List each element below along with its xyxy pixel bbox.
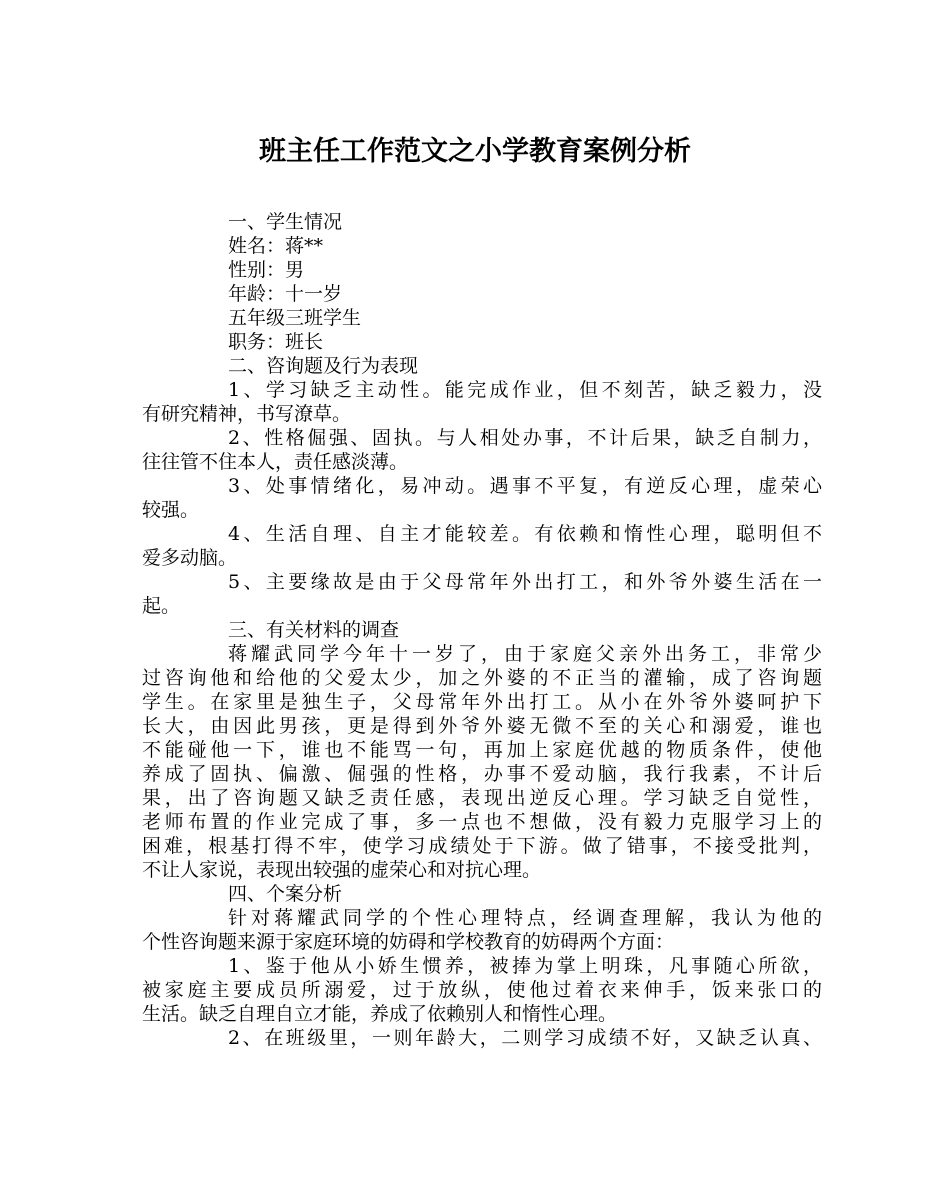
text-line: 性别：男 — [228, 259, 305, 281]
text-line: 较强。 — [142, 499, 200, 521]
text-line: 二、咨询题及行为表现 — [228, 355, 419, 377]
text-line: 个性咨询题来源于家庭环境的妨碍和学校教育的妨碍两个方面： — [142, 931, 675, 953]
text-line: 5、主要缘故是由于父母常年外出打工，和外爷外婆生活在一 — [228, 571, 822, 593]
text-line: 针对蒋耀武同学的个性心理特点，经调查理解，我认为他的 — [228, 907, 822, 929]
text-line: 一、学生情况 — [228, 211, 343, 233]
text-line: 过咨询他和给他的父爱太少，加之外婆的不正当的灌输，成了咨询题 — [142, 667, 822, 689]
text-line: 生活。缺乏自理自立才能，养成了依赖别人和惰性心理。 — [142, 1003, 618, 1025]
text-line: 不能碰他一下，谁也不能骂一句，再加上家庭优越的物质条件，使他 — [142, 739, 822, 761]
text-line: 被家庭主要成员所溺爱，过于放纵，使他过着衣来伸手，饭来张口的 — [142, 979, 822, 1001]
document-title: 班主任工作范文之小学教育案例分析 — [259, 136, 691, 167]
text-line: 五年级三班学生 — [228, 307, 362, 329]
text-line: 有研究精神，书写潦草。 — [142, 403, 352, 425]
text-line: 老师布置的作业完成了事，多一点也不想做，没有毅力克服学习上的 — [142, 811, 822, 833]
text-line: 果，出了咨询题又缺乏责任感，表现出逆反心理。学习缺乏自觉性， — [142, 787, 822, 809]
text-line: 养成了固执、偏激、倔强的性格，办事不爱动脑，我行我素，不计后 — [142, 763, 822, 785]
text-line: 3、处事情绪化，易冲动。遇事不平复，有逆反心理，虚荣心 — [228, 475, 822, 497]
text-line: 1、鉴于他从小娇生惯养，被捧为掌上明珠，凡事随心所欲， — [228, 955, 822, 977]
document-body — [142, 210, 822, 1050]
text-line: 三、有关材料的调查 — [228, 619, 400, 641]
text-line: 年龄：十一岁 — [228, 283, 343, 305]
text-line: 学生。在家里是独生子，父母常年外出打工。从小在外爷外婆呵护下 — [142, 691, 822, 713]
text-line: 姓名：蒋** — [228, 235, 324, 257]
text-line: 起。 — [142, 595, 181, 617]
text-line: 四、个案分析 — [228, 883, 343, 905]
text-line: 2、在班级里，一则年龄大，二则学习成绩不好，又缺乏认真、 — [228, 1027, 822, 1049]
text-line: 长大，由因此男孩，更是得到外爷外婆无微不至的关心和溺爱，谁也 — [142, 715, 822, 737]
text-line: 蒋耀武同学今年十一岁了，由于家庭父亲外出务工，非常少 — [228, 643, 822, 665]
text-line: 困难，根基打得不牢，使学习成绩处于下游。做了错事，不接受批判， — [142, 835, 822, 857]
text-line: 爱多动脑。 — [142, 547, 238, 569]
text-line: 2、性格倔强、固执。与人相处办事，不计后果，缺乏自制力， — [228, 427, 822, 449]
text-line: 1、学习缺乏主动性。能完成作业，但不刻苦，缺乏毅力，没 — [228, 379, 822, 401]
text-line: 不让人家说，表现出较强的虚荣心和对抗心理。 — [142, 859, 542, 881]
text-line: 4、生活自理、自主才能较差。有依赖和惰性心理，聪明但不 — [228, 523, 822, 545]
text-line: 职务：班长 — [228, 331, 324, 353]
text-line: 往往管不住本人，责任感淡薄。 — [142, 451, 409, 473]
